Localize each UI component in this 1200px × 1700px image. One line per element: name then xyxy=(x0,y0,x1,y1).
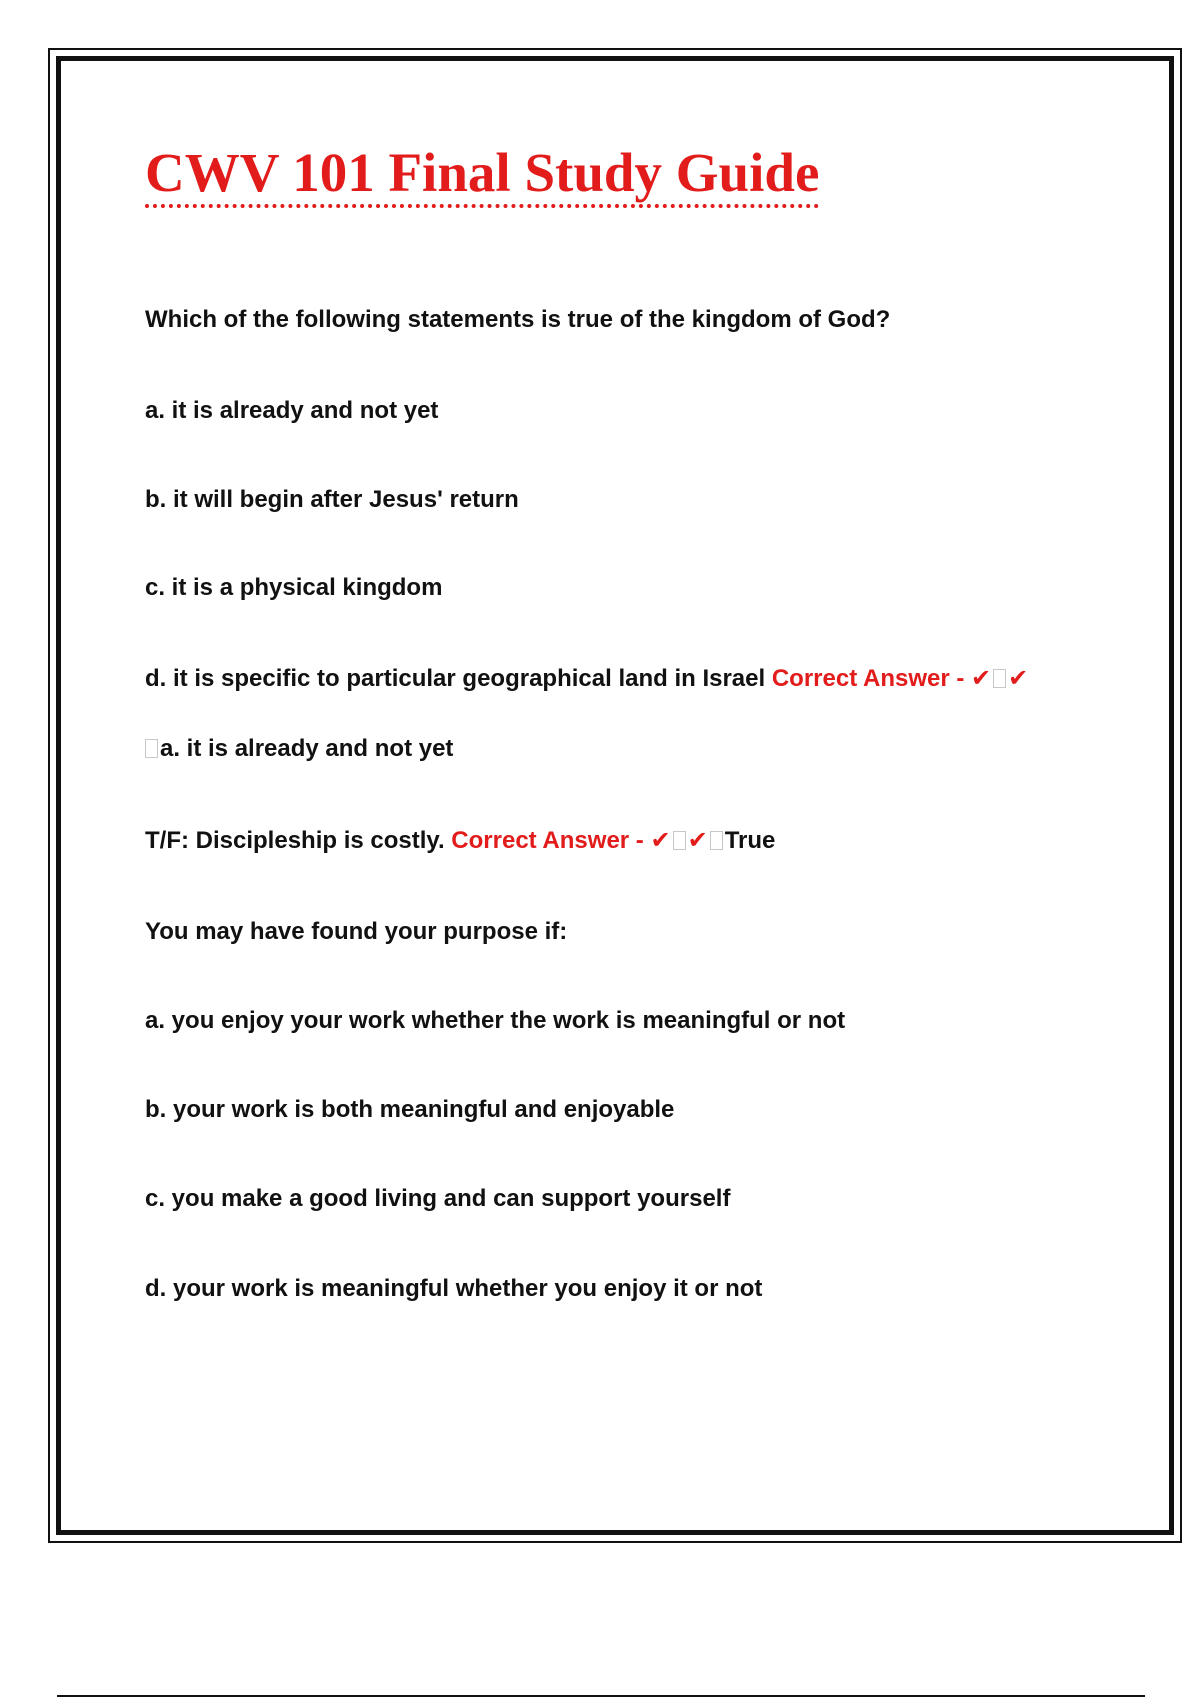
missing-glyph-box-icon xyxy=(673,831,686,850)
question-3: You may have found your purpose if: xyxy=(145,918,568,945)
question-1-option-d-row xyxy=(145,664,1028,694)
question-1-answer-row xyxy=(145,735,453,764)
question-1-option-d: d. it is specific to particular geographical land in Israel xyxy=(145,665,766,692)
question-1-option-c: c. it is a physical kingdom xyxy=(145,574,443,601)
question-3-option-b: b. your work is both meaningful and enjoyable xyxy=(145,1096,675,1123)
check-mark-icon: ✔ xyxy=(687,826,708,854)
question-1-option-b: b. it will begin after Jesus' return xyxy=(145,486,519,513)
question-2-answer: True xyxy=(724,827,776,854)
check-mark-icon: ✔ xyxy=(971,664,992,692)
question-3-option-a: a. you enjoy your work whether the work is meaningful or not xyxy=(145,1007,846,1034)
page-border-inner xyxy=(56,56,1174,1535)
question-3-option-d: d. your work is meaningful whether you enjoy it or not xyxy=(145,1275,763,1302)
question-1-option-a: a. it is already and not yet xyxy=(145,397,439,424)
check-mark-icon: ✔ xyxy=(650,826,671,854)
question-1-answer: a. it is already and not yet xyxy=(160,735,454,762)
check-mark-icon: ✔ xyxy=(1008,664,1029,692)
question-3-option-c: c. you make a good living and can support yourself xyxy=(145,1185,731,1212)
missing-glyph-box-icon xyxy=(145,739,158,758)
question-2-row xyxy=(145,826,775,856)
correct-answer-label: Correct Answer - xyxy=(771,665,965,692)
document-title: CWV 101 Final Study Guide xyxy=(145,145,819,208)
question-1: Which of the following statements is true of the kingdom of God? xyxy=(145,306,891,333)
question-2: T/F: Discipleship is costly. xyxy=(145,827,445,854)
bottom-rule xyxy=(57,1695,1145,1697)
correct-answer-label: Correct Answer - xyxy=(451,827,644,854)
missing-glyph-box-icon xyxy=(993,669,1006,688)
missing-glyph-box-icon xyxy=(710,831,723,850)
